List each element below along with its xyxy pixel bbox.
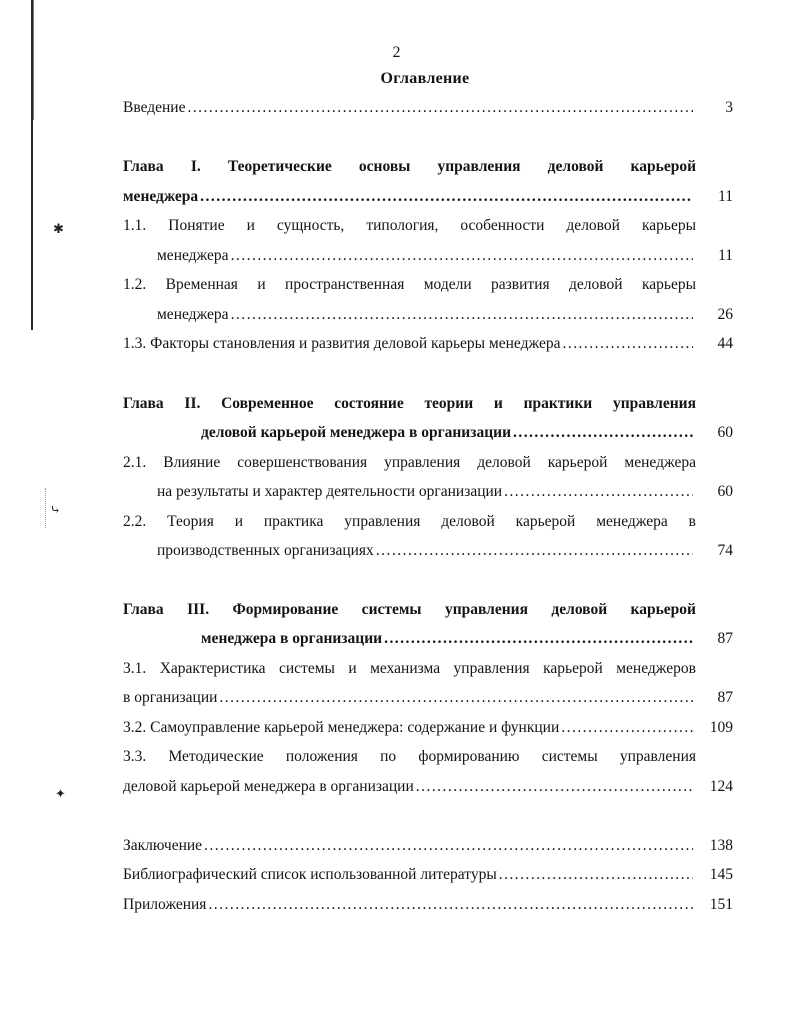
toc-section-2-2[interactable] <box>157 542 733 564</box>
toc-section-2-1-heading: 2.1. Влияние совершенствования управления деловой карьерой менеджера <box>123 454 696 471</box>
leader-dots <box>504 483 693 501</box>
toc-page: 26 <box>717 306 733 323</box>
toc-section-3-3[interactable] <box>123 778 733 800</box>
toc-label: Библиографический список использованной литературы <box>123 866 497 883</box>
leader-dots <box>219 689 693 707</box>
leader-dots <box>384 630 693 648</box>
toc-chapter-1-heading: Глава I. Теоретические основы управления деловой карьерой <box>123 158 696 175</box>
toc-section-1-1-heading: 1.1. Понятие и сущность, типология, особенности деловой карьеры <box>123 217 696 234</box>
toc-section-3-1-heading: 3.1. Характеристика системы и механизма управления карьерой менеджеров <box>123 660 696 677</box>
toc-label: Заключение <box>123 837 203 854</box>
scan-artifact-dots <box>45 488 47 528</box>
toc-entry-appendices[interactable] <box>123 896 733 918</box>
toc-entry-conclusion[interactable] <box>123 837 733 859</box>
toc-page: 151 <box>709 896 733 913</box>
toc-label: Введение <box>123 99 186 116</box>
toc-section-1-3[interactable] <box>123 335 733 357</box>
toc-section-3-2[interactable] <box>123 719 733 741</box>
toc-label: менеджера в организации <box>201 630 383 647</box>
toc-label: деловой карьерой менеджера в организации <box>123 778 414 795</box>
scan-mark-3: ✦ <box>55 786 66 801</box>
leader-dots <box>416 778 693 796</box>
toc-page: 87 <box>717 630 733 647</box>
toc-label: на результаты и характер деятельности организации <box>157 483 503 500</box>
toc-chapter-3-heading: Глава III. Формирование системы управления деловой карьерой <box>123 601 696 618</box>
toc-chapter-2[interactable] <box>201 424 733 446</box>
toc-title: Оглавление <box>380 70 470 87</box>
leader-dots <box>376 542 693 560</box>
toc-page: 44 <box>717 335 733 352</box>
leader-dots <box>204 837 693 855</box>
scan-mark-1: ✱ <box>53 221 64 236</box>
leader-dots <box>231 306 693 324</box>
toc-section-1-1[interactable] <box>157 247 733 269</box>
toc-page: 3 <box>725 99 733 116</box>
toc-chapter-2-heading: Глава II. Современное состояние теории и практики управления <box>123 395 696 412</box>
leader-dots <box>200 188 693 206</box>
leader-dots <box>563 335 694 353</box>
toc-page: 60 <box>717 424 733 441</box>
scan-mark-2: ⤷ <box>50 502 61 517</box>
leader-dots <box>231 247 693 265</box>
leader-dots <box>513 424 693 442</box>
page-number: 2 <box>392 44 401 61</box>
toc-chapter-1[interactable] <box>123 188 733 210</box>
toc-section-2-1[interactable] <box>157 483 733 505</box>
toc-label: 3.2. Самоуправление карьерой менеджера: содержание и функции <box>123 719 560 736</box>
toc-section-1-2[interactable] <box>157 306 733 328</box>
toc-page: 145 <box>709 866 733 883</box>
toc-page: 138 <box>709 837 733 854</box>
toc-label: Приложения <box>123 896 207 913</box>
toc-label: производственных организациях <box>157 542 374 559</box>
toc-label: менеджера <box>157 306 229 323</box>
leader-dots <box>187 99 693 117</box>
toc-page: 124 <box>709 778 733 795</box>
toc-section-3-1[interactable] <box>123 689 733 711</box>
toc-section-3-3-heading: 3.3. Методические положения по формированию системы управления <box>123 748 696 765</box>
toc-label: менеджера <box>157 247 229 264</box>
toc-page: 60 <box>717 483 733 500</box>
toc-label: в организации <box>123 689 218 706</box>
leader-dots <box>499 866 693 884</box>
toc-page: 109 <box>709 719 733 736</box>
toc-label: 1.3. Факторы становления и развития деловой карьеры менеджера <box>123 335 561 352</box>
toc-label: менеджера <box>123 188 199 205</box>
leader-dots <box>561 719 693 737</box>
toc-section-2-2-heading: 2.2. Теория и практика управления деловой карьерой менеджера в <box>123 513 696 530</box>
toc-entry-bibliography[interactable] <box>123 866 733 888</box>
toc-page: 74 <box>717 542 733 559</box>
toc-chapter-3[interactable] <box>201 630 733 652</box>
leader-dots <box>208 896 693 914</box>
toc-page: 11 <box>718 247 733 264</box>
toc-section-1-2-heading: 1.2. Временная и пространственная модели развития деловой карьеры <box>123 276 696 293</box>
toc-label: деловой карьерой менеджера в организации <box>201 424 511 441</box>
toc-page: 87 <box>717 689 733 706</box>
toc-entry-intro[interactable] <box>123 99 733 121</box>
toc-page: 11 <box>718 188 733 205</box>
